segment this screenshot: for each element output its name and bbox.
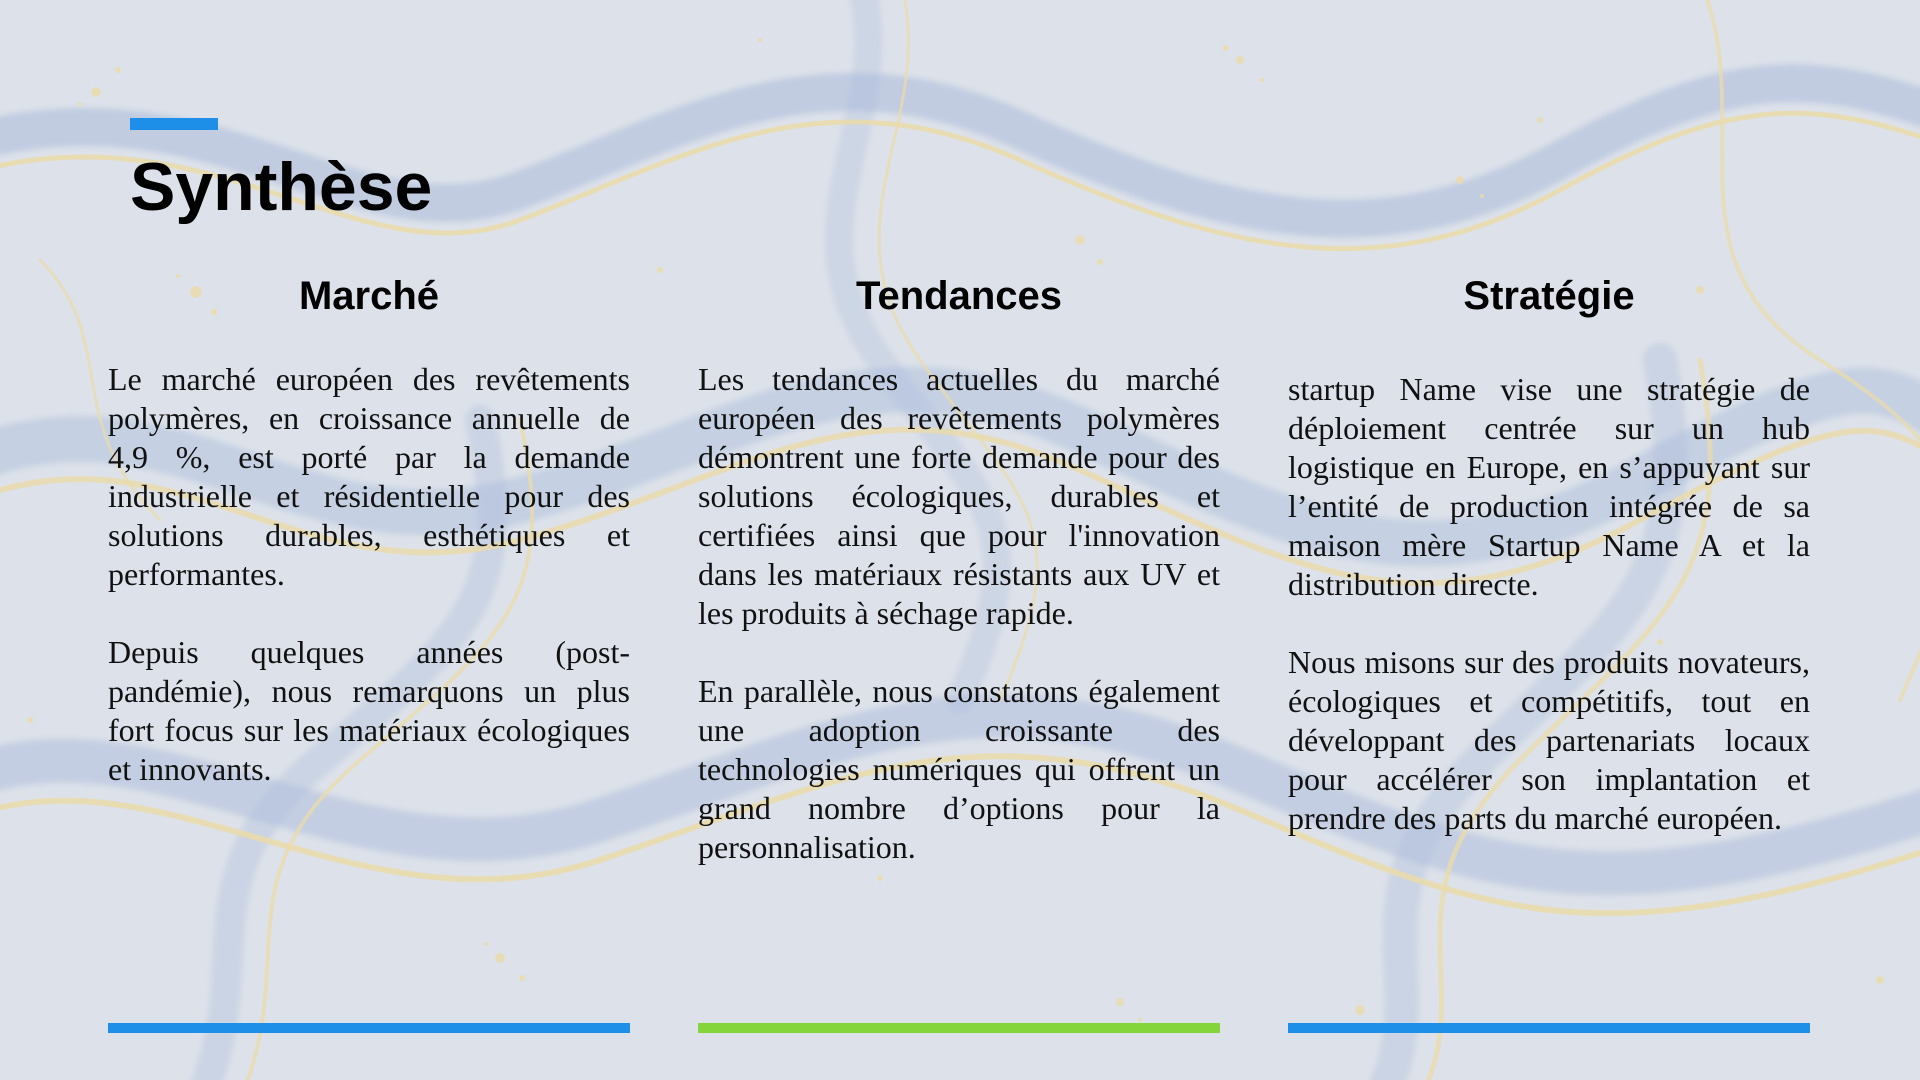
- page-title: Synthèse: [130, 149, 433, 225]
- column-heading-marche: Marché: [298, 274, 440, 318]
- column-rule-tendances: [698, 1023, 1220, 1033]
- column-heading-tendances: Tendances: [856, 274, 1062, 318]
- column-body-strategie: [1288, 370, 1810, 877]
- column-body-tendances: [698, 360, 1220, 906]
- paragraph-marche-2: Depuis quelques années (post-pandémie), nous remarquons un plus fort focus sur les matériaux écologiques et innovants.: [108, 634, 630, 787]
- paragraph-tendances-1: Les tendances actuelles du marché européen des revêtements polymères démontrent une forte demande pour des solutions écologiques, durables et certifiées ainsi que pour l'innovation dans les matériaux résistants aux UV et les produits à séchage rapide.: [698, 361, 1220, 631]
- column-body-marche: [108, 360, 630, 828]
- column-tendances: [698, 0, 1220, 1080]
- column-rule-strategie: [1288, 1023, 1810, 1033]
- paragraph-strategie-2: Nous misons sur des produits novateurs, écologiques et compétitifs, tout en développant des partenariats locaux pour accélérer son implantation et prendre des parts du marché européen.: [1288, 644, 1810, 836]
- column-rule-marche: [108, 1023, 630, 1033]
- paragraph-tendances-2: En parallèle, nous constatons également une adoption croissante des technologies numériques qui offrent un grand nombre d’options pour la personnalisation.: [698, 673, 1220, 865]
- paragraph-strategie-1: startup Name vise une stratégie de déploiement centrée sur un hub logistique en Europe, en s’appuyant sur l’entité de production intégrée de sa maison mère Startup Name A et la distribution directe.: [1288, 371, 1810, 602]
- paragraph-marche-1: Le marché européen des revêtements polymères, en croissance annuelle de 4,9 %, est porté par la demande industrielle et résidentielle pour des solutions durables, esthétiques et performantes.: [108, 361, 630, 592]
- column-marche: [108, 0, 630, 1080]
- column-strategie: [1288, 0, 1810, 1080]
- column-heading-strategie: Stratégie: [1463, 274, 1635, 318]
